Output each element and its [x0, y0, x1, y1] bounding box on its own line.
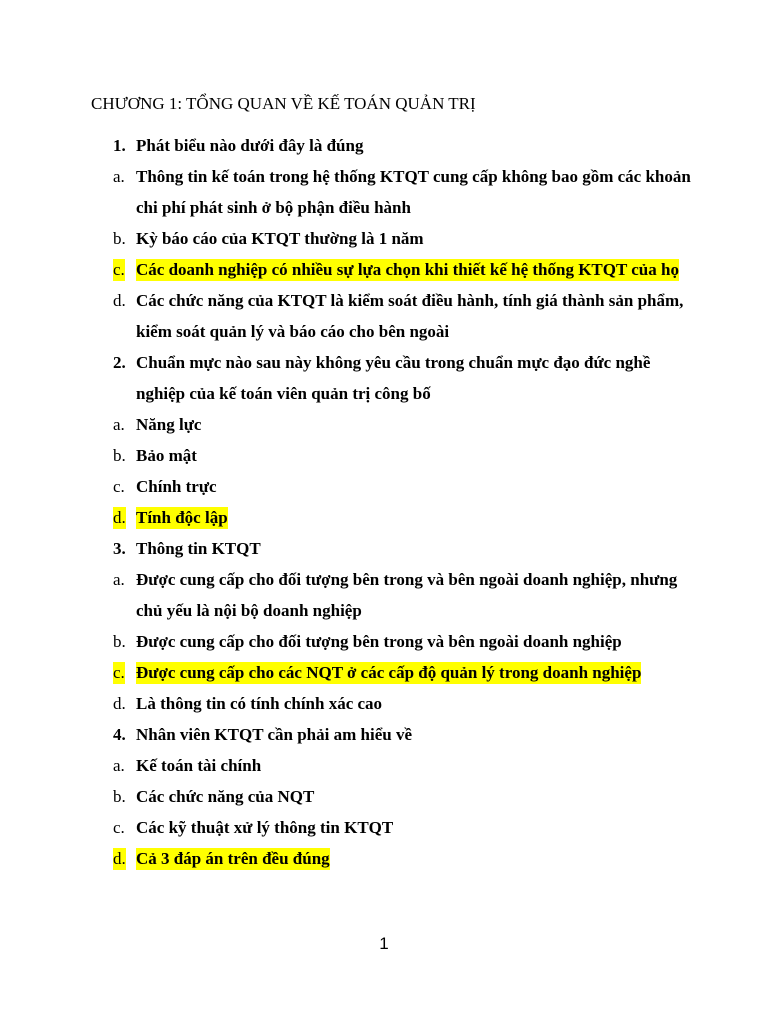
answer-marker: d.: [113, 508, 126, 527]
answer-text: kiểm soát quản lý và báo cáo cho bên ngoài: [136, 322, 450, 341]
page-number: 1: [379, 934, 389, 953]
question-text: nghiệp của kế toán viên quản trị công bố: [136, 384, 431, 403]
answer-marker: a.: [113, 570, 125, 589]
answer-text: Được cung cấp cho đối tượng bên trong và bên ngoài doanh nghiệp: [136, 632, 622, 651]
answer-text: chi phí phát sinh ở bộ phận điều hành: [136, 198, 411, 217]
question-number: 4.: [113, 725, 126, 744]
question-number: 1.: [113, 136, 126, 155]
answer-text: Bảo mật: [136, 446, 197, 465]
answer-text: Tính độc lập: [136, 508, 228, 527]
answer-text: Thông tin kế toán trong hệ thống KTQT cung cấp không bao gồm các khoản: [136, 167, 691, 186]
answer-text: Kỳ báo cáo của KTQT thường là 1 năm: [136, 229, 424, 248]
answer-marker: c.: [113, 260, 125, 279]
answer-marker: c.: [113, 477, 125, 496]
question-number: 2.: [113, 353, 126, 372]
answer-marker: b.: [113, 446, 126, 465]
answer-text: Là thông tin có tính chính xác cao: [136, 694, 383, 713]
answer-text: Các kỹ thuật xử lý thông tin KTQT: [136, 818, 394, 837]
answer-text: Cả 3 đáp án trên đều đúng: [136, 849, 330, 868]
answer-marker: d.: [113, 291, 126, 310]
answer-marker: a.: [113, 167, 125, 186]
answer-marker: b.: [113, 787, 126, 806]
answer-marker: d.: [113, 849, 126, 868]
question-text: Phát biểu nào dưới đây là đúng: [136, 136, 364, 155]
question-text: Nhân viên KTQT cần phải am hiểu về: [136, 725, 412, 744]
answer-marker: a.: [113, 415, 125, 434]
answer-marker: b.: [113, 632, 126, 651]
answer-text: Được cung cấp cho đối tượng bên trong và bên ngoài doanh nghiệp, nhưng: [136, 570, 678, 589]
question-text: Chuẩn mực nào sau này không yêu cầu trong chuẩn mực đạo đức nghề: [136, 353, 651, 372]
answer-text: Được cung cấp cho các NQT ở các cấp độ quản lý trong doanh nghiệp: [136, 663, 642, 682]
answer-marker: d.: [113, 694, 126, 713]
answer-marker: c.: [113, 663, 125, 682]
chapter-title: CHƯƠNG 1: TỔNG QUAN VỀ KẾ TOÁN QUẢN TRỊ: [91, 94, 476, 113]
answer-text: Các doanh nghiệp có nhiều sự lựa chọn khi thiết kế hệ thống KTQT của họ: [136, 260, 679, 279]
answer-marker: a.: [113, 756, 125, 775]
answer-text: Các chức năng của NQT: [136, 787, 315, 806]
answer-marker: c.: [113, 818, 125, 837]
answer-text: Năng lực: [136, 415, 202, 434]
question-number: 3.: [113, 539, 126, 558]
answer-text: Các chức năng của KTQT là kiểm soát điều hành, tính giá thành sản phẩm,: [136, 291, 684, 310]
question-text: Thông tin KTQT: [136, 539, 261, 558]
answer-text: Kế toán tài chính: [136, 756, 262, 775]
answer-marker: b.: [113, 229, 126, 248]
answer-text: Chính trực: [136, 477, 217, 496]
answer-text: chủ yếu là nội bộ doanh nghiệp: [136, 601, 362, 620]
